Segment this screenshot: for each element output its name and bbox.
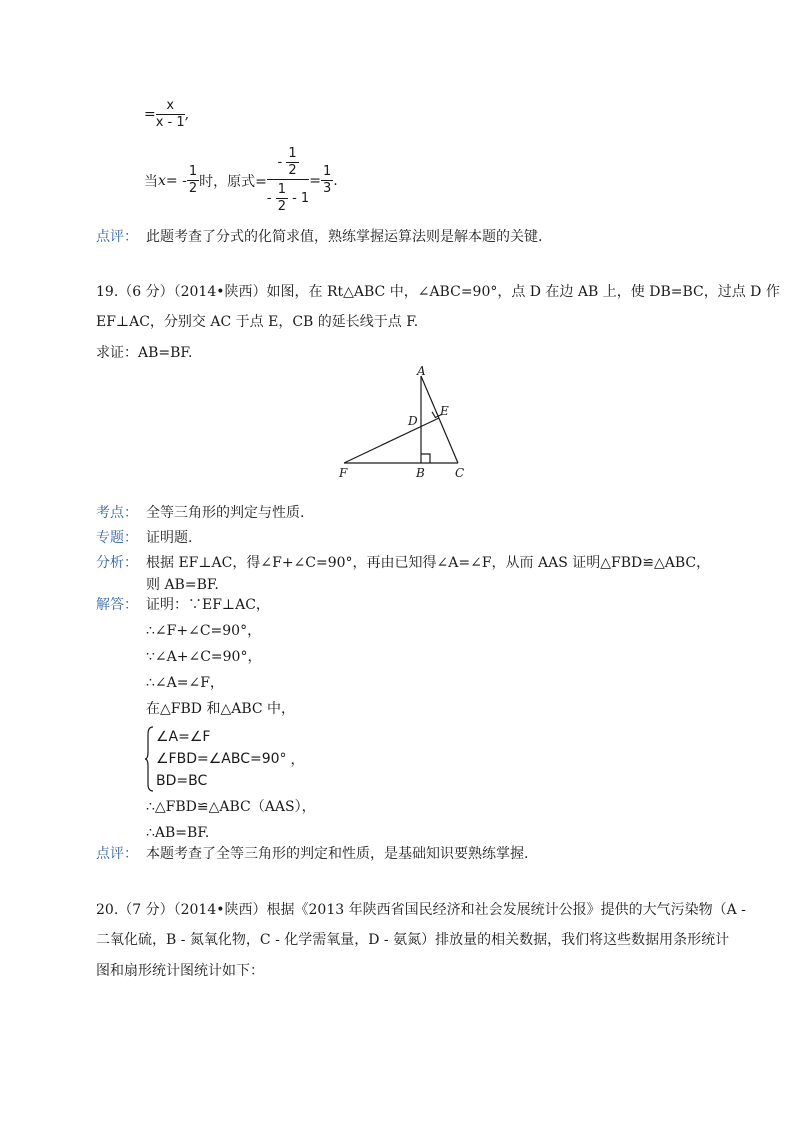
when-prefix: 当 bbox=[144, 173, 158, 190]
result-eq: = bbox=[309, 172, 321, 189]
label-e: E bbox=[440, 404, 449, 418]
q19-kaodian bbox=[96, 502, 304, 524]
line-fe bbox=[344, 418, 439, 463]
fenxi-line1: 根据 EF⊥AC，得∠F+∠C=90°，再由已知得∠A=∠F，从而 AAS 证明△FBD≌△ABC， bbox=[146, 555, 711, 571]
when-eq: = - bbox=[165, 172, 187, 189]
step1-fraction bbox=[156, 98, 185, 131]
jieda-label: 解答： bbox=[96, 597, 138, 613]
fenxi-body bbox=[146, 552, 710, 596]
kaodian-text: 全等三角形的判定与性质. bbox=[146, 505, 305, 521]
big-numerator: - $\frac{1}{2}$ bbox=[267, 146, 309, 180]
when-x: x bbox=[158, 172, 166, 189]
step1-numerator: x bbox=[156, 98, 185, 115]
fenxi-line2: 则 AB=BF. bbox=[146, 577, 219, 593]
zhuanti-label: 专题： bbox=[96, 530, 138, 546]
result-tail: . bbox=[333, 172, 338, 189]
when-half: $\frac{1}{2}$ bbox=[188, 164, 198, 196]
sol-line: 在△FBD 和△ABC 中， bbox=[146, 701, 296, 717]
big-denominator: - $\frac{1}{2}$ - 1 bbox=[266, 182, 310, 214]
side-ac bbox=[421, 376, 458, 463]
q20-line2: 二氧化硫，B - 氮氧化物，C - 化学需氧量，D - 氨氮）排放量的相关数据，我们将这些数据用条形统计 bbox=[96, 932, 730, 948]
sol-line: ∵∠A+∠C=90°， bbox=[146, 649, 262, 665]
sol-line: ∴∠F+∠C=90°， bbox=[146, 623, 262, 639]
system-lines bbox=[156, 726, 287, 792]
sol-line: ∴△FBD≌△ABC（AAS）， bbox=[146, 799, 316, 815]
solution-body bbox=[146, 594, 316, 848]
q20-line3: 图和扇形统计图统计如下： bbox=[96, 963, 264, 979]
fenxi-label: 分析： bbox=[96, 555, 138, 571]
system-line: ∠FBD=∠ABC=90° bbox=[156, 751, 287, 767]
sol-line: 证明：∵EF⊥AC， bbox=[146, 597, 270, 613]
label-d: D bbox=[408, 414, 418, 428]
sol-line: ∴∠A=∠F， bbox=[146, 675, 224, 691]
review-label: 点评： bbox=[96, 846, 138, 862]
label-a: A bbox=[417, 364, 426, 378]
prev-evaluation bbox=[144, 146, 338, 215]
system-line: BD=BC bbox=[156, 773, 208, 789]
q19-line3: 求证：AB=BF. bbox=[96, 345, 193, 361]
triangle-figure bbox=[334, 362, 484, 482]
q19-zhuanti bbox=[96, 527, 192, 549]
zhuanti-text: 证明题. bbox=[146, 530, 193, 546]
label-f: F bbox=[339, 466, 348, 480]
q20-line1: 20.（7 分）（2014•陕西）根据《2013 年陕西省国民经济和社会发展统计公报》提供的大气污染物（A - bbox=[96, 902, 746, 918]
q19-review bbox=[96, 843, 528, 865]
review-text: 此题考查了分式的化简求值，熟练掌握运算法则是解本题的关键. bbox=[146, 229, 543, 245]
q19-line1: 19.（6 分）（2014•陕西）如图，在 Rt△ABC 中，∠ABC=90°，点 D 在边 AB 上，使 DB=BC，过点 D 作 bbox=[96, 284, 780, 300]
big-fraction bbox=[267, 146, 309, 215]
q19-fenxi bbox=[96, 552, 710, 596]
when-time: 时，原式= bbox=[199, 173, 267, 190]
brace-icon bbox=[144, 726, 154, 792]
label-b: B bbox=[416, 466, 425, 480]
prev-review bbox=[96, 226, 542, 246]
result-fraction: $\frac{1}{3}$ bbox=[322, 164, 332, 196]
step1-tail: , bbox=[184, 106, 190, 123]
q19-line2: EF⊥AC，分别交 AC 于点 E，CB 的延长线于点 F. bbox=[96, 314, 419, 330]
right-angle-b bbox=[421, 454, 430, 463]
prev-step1 bbox=[144, 98, 189, 131]
system-line: ∠A=∠F bbox=[156, 729, 211, 745]
review-label: 点评： bbox=[96, 229, 138, 245]
step1-denominator: x - 1 bbox=[155, 115, 185, 130]
q19-jieda bbox=[96, 594, 316, 848]
equation-system bbox=[144, 726, 316, 792]
sol-line: ∴AB=BF. bbox=[146, 825, 210, 841]
system-tail: ， bbox=[290, 752, 305, 768]
kaodian-label: 考点： bbox=[96, 505, 138, 521]
label-c: C bbox=[455, 466, 465, 480]
step1-eq: = bbox=[144, 106, 156, 123]
review-text: 本题考查了全等三角形的判定和性质，是基础知识要熟练掌握. bbox=[146, 846, 529, 862]
